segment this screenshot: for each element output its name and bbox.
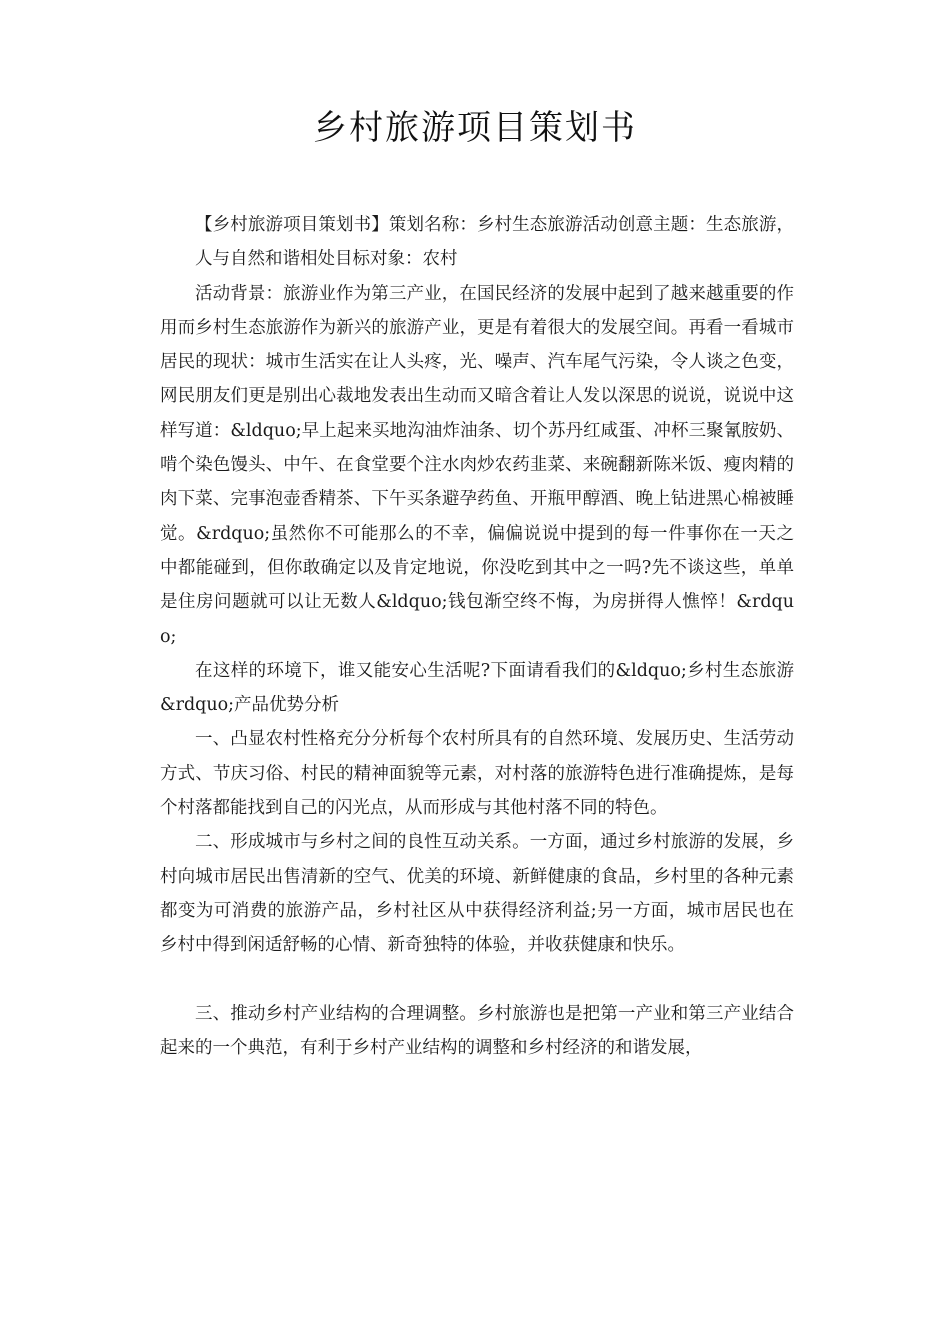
paragraph-gap	[160, 963, 794, 997]
paragraph-background: 活动背景：旅游业作为第三产业，在国民经济的发展中起到了越来越重要的作用而乡村生态旅游作为新兴的旅游产业，更是有着很大的发展空间。再看一看城市居民的现状：城市生活实在让人头疼，光、噪声、汽车尾气污染，令人谈之色变，网民朋友们更是别出心裁地发表出生动而又暗含着让人发以深思的说说，说说中这样写道：&ldquo;早上起来买地沟油炸油条、切个苏丹红咸蛋、冲杯三聚氰胺奶、啃个染色馒头、中午、在食堂要个注水肉炒农药韭菜、来碗翻新陈米饭、瘦肉精的肉下菜、完事泡壶香精茶、下午买条避孕药鱼、开瓶甲醇酒、晚上钻进黑心棉被睡觉。&rdquo;虽然你不可能那么的不幸，偏偏说说中提到的每一件事你在一天之中都能碰到，但你敢确定以及肯定地说，你没吃到其中之一吗?先不谈这些，单单是住房问题就可以让无数人&ldquo;钱包渐空终不悔，为房拼得人憔悴！&rdquo;	[160, 283, 794, 647]
paragraph-point-1: 一、凸显农村性格充分分析每个农村所具有的自然环境、发展历史、生活劳动方式、节庆习俗、村民的精神面貌等元素，对村落的旅游特色进行准确提炼，是每个村落都能找到自己的闪光点，从而形成与其他村落不同的特色。	[160, 729, 794, 819]
paragraph-point-2: 二、形成城市与乡村之间的良性互动关系。一方面，通过乡村旅游的发展，乡村向城市居民出售清新的空气、优美的环境、新鲜健康的食品，乡村里的各种元素都变为可消费的旅游产品，乡村社区从中获得经济利益;另一方面，城市居民也在乡村中得到闲适舒畅的心情、新奇独特的体验，并收获健康和快乐。	[160, 832, 794, 956]
paragraph-transition: 在这样的环境下，谁又能安心生活呢?下面请看我们的&ldquo;乡村生态旅游&rdquo;产品优势分析	[160, 660, 794, 716]
document-body	[160, 208, 794, 1065]
paragraph-point-3: 三、推动乡村产业结构的合理调整。乡村旅游也是把第一产业和第三产业结合起来的一个典范，有利于乡村产业结构的调整和乡村经济的和谐发展，	[160, 1003, 794, 1058]
paragraph-intro: 【乡村旅游项目策划书】策划名称：乡村生态旅游活动创意主题：生态旅游，人与自然和谐相处目标对象：农村	[195, 215, 794, 270]
document-title: 乡村旅游项目策划书	[313, 108, 637, 148]
